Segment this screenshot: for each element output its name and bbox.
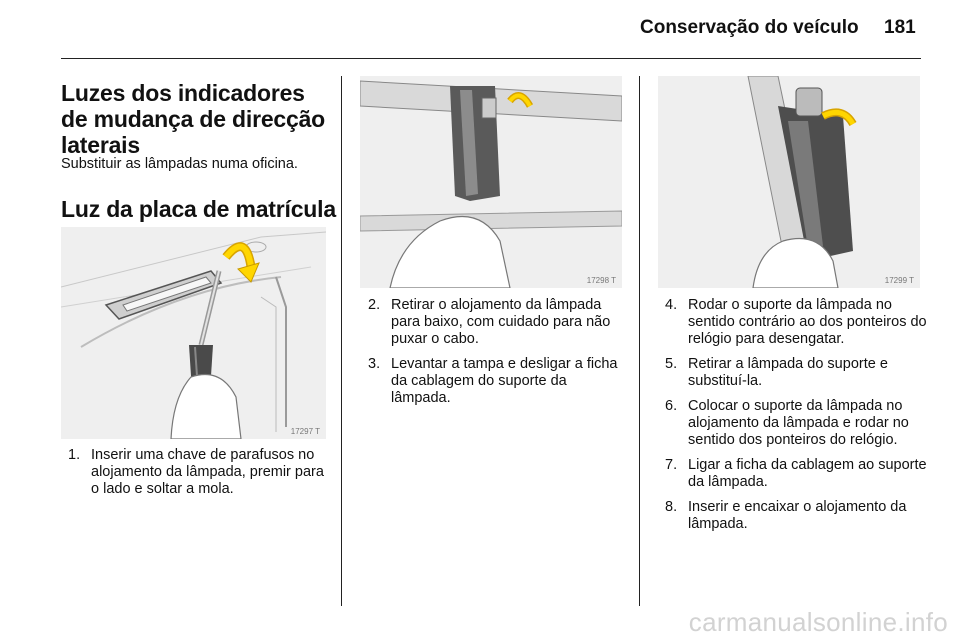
step-text: Colocar o suporte da lâmpada no alojamento da lâmpada e rodar no sentido dos ponteiros do relógio. bbox=[688, 398, 909, 448]
list-item bbox=[665, 398, 927, 449]
step-number: 2. bbox=[368, 297, 381, 313]
list-item bbox=[368, 356, 625, 407]
step-number: 6. bbox=[665, 398, 678, 414]
step-number: 4. bbox=[665, 297, 678, 313]
list-item bbox=[665, 499, 927, 533]
step-number: 7. bbox=[665, 457, 678, 473]
figure-code: 17299 T bbox=[884, 276, 914, 285]
column-divider-2 bbox=[639, 76, 640, 606]
figure-plate-light bbox=[61, 227, 326, 439]
step-number: 3. bbox=[368, 356, 381, 372]
step-number: 5. bbox=[665, 356, 678, 372]
list-item bbox=[68, 447, 336, 498]
list-item bbox=[665, 457, 927, 491]
step-text: Ligar a ficha da cablagem ao suporte da lâmpada. bbox=[688, 457, 927, 490]
figure-bulb-holder bbox=[658, 76, 920, 288]
figure-code: 17297 T bbox=[290, 427, 320, 436]
page-footer bbox=[0, 607, 960, 642]
step-text: Retirar o alojamento da lâmpada para baixo, com cuidado para não puxar o cabo. bbox=[391, 297, 611, 347]
column-divider-1 bbox=[341, 76, 342, 606]
step-text: Retirar a lâmpada do suporte e substituí-la. bbox=[688, 356, 888, 389]
heading-side-indicators: Luzes dos indicadores de mudança de direcção laterais bbox=[61, 80, 326, 158]
screwdriver-illustration bbox=[61, 227, 326, 439]
page-number: 181 bbox=[884, 17, 916, 38]
figure-code: 17298 T bbox=[586, 276, 616, 285]
step-text: Inserir uma chave de parafusos no alojamento da lâmpada, premir para o lado e soltar a mola. bbox=[91, 447, 324, 497]
list-item bbox=[665, 297, 927, 348]
step-number: 8. bbox=[665, 499, 678, 515]
header-rule bbox=[61, 58, 921, 59]
step-text: Levantar a tampa e desligar a ficha da cablagem do suporte da lâmpada. bbox=[391, 356, 618, 406]
step-number: 1. bbox=[68, 447, 81, 463]
bulb-holder-illustration bbox=[658, 76, 920, 288]
right-steps-list bbox=[665, 297, 927, 541]
figure-lamp-housing bbox=[360, 76, 622, 288]
section-title: Conservação do veículo bbox=[640, 17, 859, 38]
middle-steps-list bbox=[368, 297, 625, 415]
heading-plate-light: Luz da placa de matrícula bbox=[61, 196, 336, 222]
step-text: Rodar o suporte da lâmpada no sentido contrário ao dos ponteiros do relógio para desengatar. bbox=[688, 297, 927, 347]
side-indicators-text: Substituir as lâmpadas numa oficina. bbox=[61, 156, 298, 172]
list-item bbox=[665, 356, 927, 390]
step-text: Inserir e encaixar o alojamento da lâmpada. bbox=[688, 499, 907, 532]
list-item bbox=[368, 297, 625, 348]
left-steps-list bbox=[68, 447, 336, 506]
watermark: carmanualsonline.info bbox=[688, 607, 948, 637]
lamp-housing-illustration bbox=[360, 76, 622, 288]
page-header bbox=[0, 0, 960, 62]
